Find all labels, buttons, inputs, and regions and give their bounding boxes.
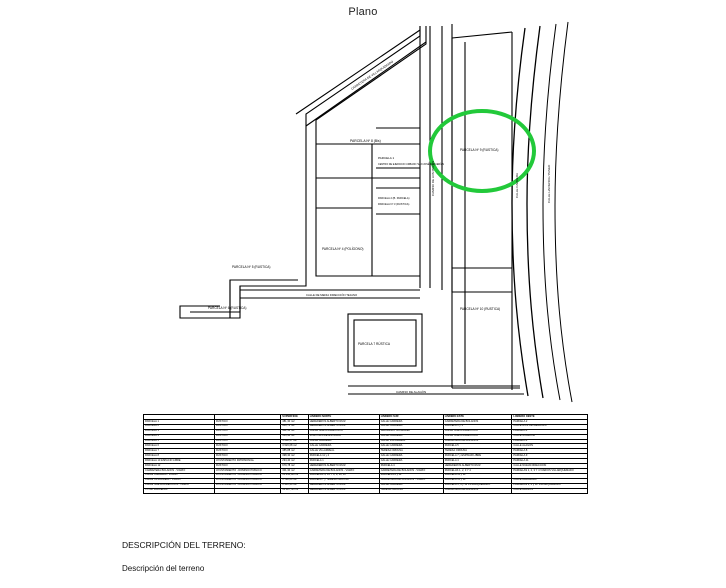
table-cell: PARCELA 7 [144, 449, 215, 454]
table-cell: 398,30 m2 [281, 454, 308, 459]
description-heading: DESCRIPCIÓN DEL TERRENO: [122, 540, 246, 550]
plan-label-camino-pozos: CAMINO DE LOS POZOS [431, 160, 435, 196]
table-cell: PARCELA 9 [512, 454, 588, 459]
table-cell: CARRETERA DE BOLAÑOS - VIARIO [308, 468, 379, 473]
table-row [144, 488, 588, 493]
table-cell: CALLE NUEVA DIRECCIÓN [443, 429, 512, 434]
plan-label-carretera-norte: CARRETERA DE VILLARQUEMADO [350, 59, 395, 91]
table-cell: TERESA ORDUÑA [443, 449, 512, 454]
table-cell: PARCELA 8 [512, 449, 588, 454]
plan-label-parcela-1-sub: CENTRO DE EJERCICIO URBANO 'SAN JOSÉ' ALQUERÍAS [378, 163, 445, 166]
table-cell: PARCELA 7 y TERESA ORDUÑA [308, 478, 379, 483]
plan-label-parcela-destacada: PARCELA Nº 9 (RUSTICA) [460, 148, 499, 152]
table-cell: CARRETERA DE BOLAÑOS [443, 419, 512, 424]
table-cell: HEREDEROS ALBERTO RUIZ [308, 424, 379, 429]
table-cell: CALLE VILLARREAL [379, 439, 443, 444]
table-cell: PARCELA 4 [379, 464, 443, 469]
table-cell: CARRETERA BOLAÑOS - VIARIO [144, 468, 215, 473]
table-cell: RÚSTICO [214, 444, 280, 449]
table-cell: PARCELA 2 [512, 419, 588, 424]
table-header-cell: LINDERO OESTE [512, 415, 588, 420]
table-cell: 481,30 m2 [281, 419, 308, 424]
table-cell: CALLE NUEVA DIRECCIÓN - VIARIO [144, 483, 215, 488]
table-cell: 3.582,57 m2 [281, 439, 308, 444]
plan-label-calle-media: CALLE DE MEDIA DIRECCIÓN TEJANO [306, 293, 358, 297]
table-cell: PARCELA 6 [144, 444, 215, 449]
table-cell: HEREDEROS ALBERTO RUIZ [443, 464, 512, 469]
table-body [144, 419, 588, 493]
table-cell: PARCELA 1 [144, 419, 215, 424]
table-cell: 679,78 m2 [281, 464, 308, 469]
table-cell: AYUNTAMIENTO - DOMINIO PÚBLICO [214, 478, 280, 483]
table-cell: HEREDEROS ALBERTO RUIZ [308, 464, 379, 469]
table-cell: PARCELA 11 y 2 [308, 454, 379, 459]
table-cell: HEREDEROS ALBERTO RUIZ [308, 488, 379, 493]
table-cell: FERNANDO GONZÁLEZ [379, 429, 443, 434]
table-cell: PARCELA 4 [443, 459, 512, 464]
table-header-cell: LINDERO NORTE [308, 415, 379, 420]
table-cell: PARCELA 10 ESPACIO LIBRE [144, 459, 215, 464]
plan-label-parcela-1: PARCELA 1 [378, 156, 395, 160]
table-cell: HEREDEROS ALBERTO RUIZ [308, 483, 379, 488]
table-cell: PARCELA 5 [144, 439, 215, 444]
table-cell: CALLE CARRERA [308, 439, 379, 444]
table-cell: PARCELA 3, 4 y 12 VILLARQUEMADO [443, 483, 512, 488]
table-cell: RÚSTICO [214, 449, 280, 454]
table-cell: CALLE CARRERA [379, 459, 443, 464]
table-cell: 15.445,40 m2 [281, 473, 308, 478]
table-cell: RÚSTICO [214, 429, 280, 434]
plan-label-parcela-2: PARCELA 2 (B. PARCELA) [378, 197, 410, 200]
table-cell: PARCELA 4 [144, 434, 215, 439]
table-cell: CALLE ALAGÓN [512, 444, 588, 449]
table-cell: PARCELA 1 y 3 [443, 424, 512, 429]
table-cell: PARCELA 11 y 12 [443, 478, 512, 483]
table-cell: TERESA ORDUÑA [379, 449, 443, 454]
plan-label-parcela-10: PARCELA Nº 10 (RUSTICA) [460, 307, 501, 311]
table-header-cell: LINDERO SUR [379, 415, 443, 420]
table-cell: CARRETERA DE BOLAÑOS - VIARIO [379, 468, 443, 473]
table-cell: RÚSTICO [214, 464, 280, 469]
table-cell: 680,73 m2 [281, 424, 308, 429]
table-header-cell: SUPERFICIE [281, 415, 308, 420]
table-cell: CALLE CARRERA [379, 483, 443, 488]
table-cell: 385,88 m2 [281, 449, 308, 454]
table-header-cell: LINDERO ESTE [443, 415, 512, 420]
description-block [122, 540, 582, 573]
table-cell: CALLE NUEVA DIRECCIÓN [512, 464, 588, 469]
table-cell: PARCELAS 1, 2, 3 Y 4 [443, 468, 512, 473]
site-plan [120, 18, 620, 408]
table-cell: CALLE NUEVA DIRECCIÓN [308, 429, 379, 434]
table-cell: PARCELA 12 [144, 464, 215, 469]
table-cell: PARCELA 2 [144, 424, 215, 429]
description-text: Descripción del terreno [122, 564, 205, 573]
table-cell: CALLE CARRERA [379, 419, 443, 424]
table-cell: CALLE CARRERA - VIARIO [144, 473, 215, 478]
table-cell: 402,31 m2 [281, 429, 308, 434]
table-cell: AYUNTAMIENTO PATRIMONIAL [214, 459, 280, 464]
plan-label-camino-alagon: CAMINO DE ALAGÓN [396, 390, 427, 394]
table-cell: CALLE CARRERA [379, 434, 443, 439]
table-cell: PARCELAS 3, 4 y 12 VILLARQUEMADO [512, 483, 588, 488]
table-cell: PARCELAS 4, 12 Y 6, 8, 10, 11 [308, 473, 379, 478]
table-cell: RÚSTICO [214, 424, 280, 429]
table-cell: RÚSTICO [214, 434, 280, 439]
table-cell: CALLE CARRERA [308, 444, 379, 449]
parcel-table [143, 414, 588, 494]
table-cell [214, 488, 280, 493]
table-cell: PARCELA 11 y 12 [379, 473, 443, 478]
table-cell: HEREDEROS ALBERTO RUIZ [308, 419, 379, 424]
table-cell: PARCELA 11 y 12 [443, 473, 512, 478]
table-cell: CALLE CARRERA [379, 444, 443, 449]
table-cell: 301,30 m2 [281, 468, 308, 473]
plan-label-calle-lateral: CALLE HACIENDA / PASEO [547, 164, 551, 203]
table-cell: PARCELA 4 [512, 439, 588, 444]
table-cell: CALLE RUIZ DE MENDOZA [512, 424, 588, 429]
table-cell: CARRETERA DE BOLAÑOS - VIARIO [379, 478, 443, 483]
plan-label-calle-carrera: CALLE CARRERA [515, 172, 519, 198]
plan-label-parcela-5: PARCELA Nº 5 (RUSTICA) [232, 265, 271, 269]
table-cell: 566,98 m2 [281, 434, 308, 439]
table-cell: CALLE NUEVA DIRECCIÓN [443, 434, 512, 439]
site-plan-drawing [120, 18, 620, 408]
plan-label-parcela-3: PARCELA Nº 3 (RUSTICA) [378, 203, 410, 206]
table-cell: CALLE CARRERA [379, 454, 443, 459]
table-cell: PARCELA 11 [512, 459, 588, 464]
table-cell: 294,40 m2 [281, 459, 308, 464]
parcel-table-container [143, 414, 588, 494]
table-cell: CALLE VILLARREAL [308, 449, 379, 454]
table-cell: CALLE ALAGÓN [512, 488, 588, 493]
table-cell: PARCELA 8 [144, 454, 215, 459]
table-cell: PLANTILLA DE ENTRADA [308, 434, 379, 439]
table-cell: PARCELAS 1, 2, 3 Y 4 VIARIOS VILLARQUEMADO [512, 468, 588, 473]
table-cell: PARCELA 1 [308, 459, 379, 464]
table-cell: PARCELA 7 y ESPINAR LIBRE [443, 454, 512, 459]
plan-label-parcela-7: PARCELA 7 RÚSTICA [358, 342, 391, 346]
table-cell: 14.987,52 m2 [281, 488, 308, 493]
table-cell: AYUNTAMIENTO - DOMINIO PÚBLICO [214, 483, 280, 488]
table-cell: TERESA ORDUÑA [379, 488, 443, 493]
table-cell: AYUNTAMIENTO - DOMINIO PÚBLICO [214, 473, 280, 478]
table-cell: CALLE ALHAMBRA [512, 478, 588, 483]
table-cell: CALLE NORESTE [512, 434, 588, 439]
table-cell: AYUNTAMIENTO - DOMINIO PÚBLICO [214, 468, 280, 473]
table-cell: PARCELA 3 [144, 429, 215, 434]
plan-label-parcela-6: PARCELA Nº 6 (RUSTICA) [208, 306, 247, 310]
table-cell: CALLE VILLARREAL - VIARIO [144, 478, 215, 483]
page-title: Plano [348, 6, 378, 18]
table-cell: RÚSTICO [214, 454, 280, 459]
table-cell: RÚSTICO [214, 419, 280, 424]
table-cell: TOTAL PARCELAS [144, 488, 215, 493]
table-cell: PARCELA 5 [443, 444, 512, 449]
table-cell: PARCELA 4 [512, 429, 588, 434]
table-cell: CARRETERA DE BOLAÑOS [443, 439, 512, 444]
table-cell: CALLE CARRERA [379, 424, 443, 429]
table-cell: 1.312,40 m2 [281, 483, 308, 488]
plan-label-parcela-4: PARCELA Nº 4 (POLÍGONO) [322, 247, 364, 251]
plan-label-parcela-8: PARCELA Nº 8 (Bis) [350, 139, 381, 143]
table-cell: 3.526,68 m2 [281, 444, 308, 449]
table-cell: RÚSTICO [214, 439, 280, 444]
table-cell: 1.748,20 m2 [281, 478, 308, 483]
table-cell: CARRETERA DE BOLAÑOS [443, 488, 512, 493]
